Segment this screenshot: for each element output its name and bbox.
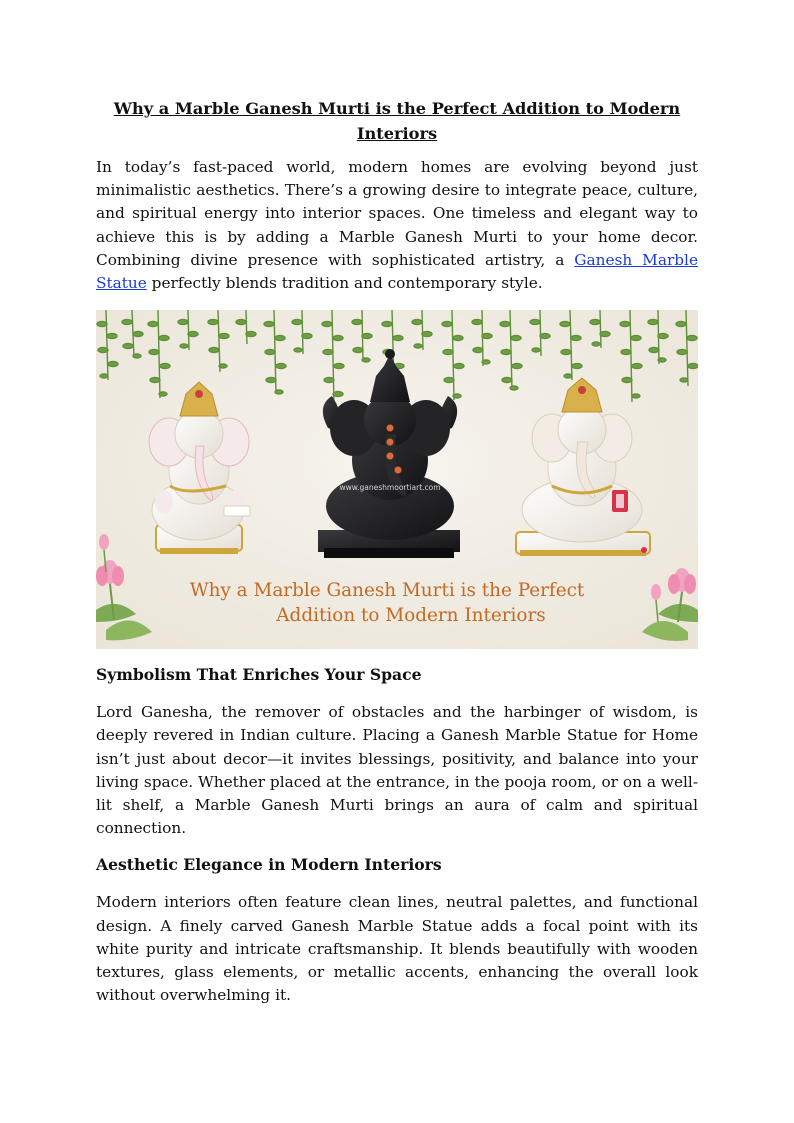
banner-image (96, 310, 698, 649)
title-line-1: Why a Marble Ganesh Murti is the Perfect Addition to Modern (113, 99, 681, 118)
banner-caption-line-1: Why a Marble Ganesh Murti is the Perfect (189, 580, 585, 602)
ganesh-marble-statue-link[interactable]: Ganesh Marble Statue (96, 250, 699, 293)
section-heading-symbolism: Symbolism That Enriches Your Space (96, 665, 422, 685)
banner-caption (96, 578, 698, 628)
intro-text-before-link: In today’s fast-paced world, modern homes are evolving beyond just minimalistic aesthetics. There’s a growing desire to integrate peace, culture, and spiritual energy into interior spaces. One timeless and elegant way to achieve this is by adding a Marble Ganesh Murti to your home decor. Combining divine presence with sophisticated artistry, a (96, 158, 698, 269)
section-heading-aesthetic: Aesthetic Elegance in Modern Interiors (96, 855, 442, 875)
intro-text-after-link: perfectly blends tradition and contemporary style. (146, 274, 543, 293)
article (96, 96, 698, 1007)
title-line-2: Interiors (356, 124, 438, 143)
section-body-aesthetic: Modern interiors often feature clean lines, neutral palettes, and functional design. A finely carved Ganesh Marble Statue adds a focal point with its white purity and intricate craftsmanship. It blends beautifully with wooden textures, glass elements, or metallic accents, enhancing the overall look without overwhelming it. (96, 893, 698, 1005)
article-title (96, 96, 698, 146)
intro-paragraph (96, 156, 698, 295)
center-statue-watermark: www.ganeshmoortiart.com (339, 483, 441, 493)
banner-caption-line-2: Addition to Modern Interiors (276, 605, 546, 627)
section-body-symbolism: Lord Ganesha, the remover of obstacles and the harbinger of wisdom, is deeply revered in Indian culture. Placing a Ganesh Marble Statue for Home isn’t just about decor—it invites blessings, positivity, and balance into your living space. Whether placed at the entrance, in the pooja room, or on a well-lit shelf, a Marble Ganesh Murti brings an aura of calm and spiritual connection. (96, 703, 698, 838)
